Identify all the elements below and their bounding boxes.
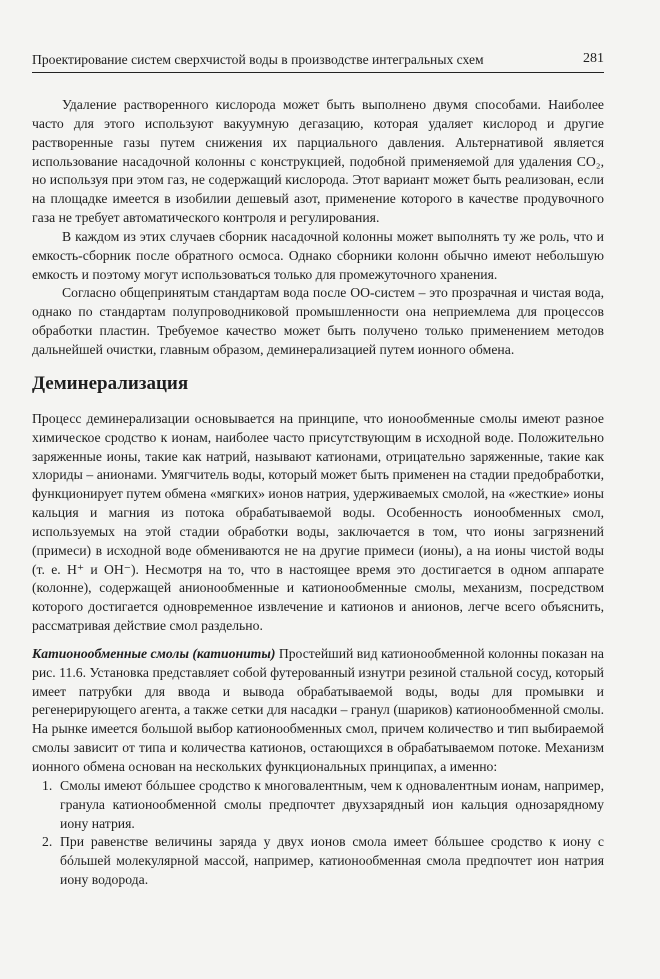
cation-resins-lead: Катионообменные смолы (катиониты) bbox=[32, 645, 276, 661]
list-item-text: Смолы имеют бóльшее сродство к многовалентным, чем к одновалентным ионам, например, гранула катионообменной смолы предпочтет двухзарядный ион кальция однозарядному иону натрия. bbox=[60, 777, 604, 831]
running-header bbox=[32, 50, 604, 73]
paragraph-deoxygenation: Удаление растворенного кислорода может быть выполнено двумя способами. Наиболее часто для этого используют вакуумную дегазацию, которая удаляет кислород и другие растворенные газы путем снижения их парциального давления. Альтернативой является использование насадочной колонны с конструкцией, подобной применяемой для удаления CO₂, но используя при этом газ, не содержащий кислорода. Этот вариант может быть реализован, если на площадке имеется в изобилии дешевый азот, применение которого в качестве продувочного газа не требует автоматического контроля и регулирования. bbox=[32, 97, 604, 226]
list-item bbox=[32, 777, 604, 834]
paragraph-cation-resins bbox=[32, 645, 604, 777]
list-item-number: 2. bbox=[42, 834, 53, 850]
principles-list bbox=[32, 777, 604, 890]
list-item-number: 1. bbox=[42, 777, 53, 793]
paragraph-demineralization: Процесс деминерализации основывается на принципе, что ионообменные смолы имеют разное химическое сродство к ионам, наиболее часто присутствующим в исходной воде. Положительно заряженные ионы, такие как натрий, называют катионами, отрицательно заряженные, такие как хлориды – анионами. Умягчитель воды, который может быть применен на стадии предобработки, функционирует путем обмена «мягких» ионов натрия, удерживаемых смолой, на «жесткие» ионы кальция и магния из потока обрабатываемой воды. Особенность ионообменных смол, используемых на этой стадии обработки воды, заключается в том, что ионы загрязнений (примеси) в исходной воде обмениваются не на другие примеси (ионы), а на ионы чистой воды (т. е. H⁺ и OH⁻). Несмотря на то, что в настоящее время это достигается в одном аппарате (колонне), содержащей анионообменные и катионообменные смолы, механизм, посредством которого достигается одновременное извлечение и катионов и анионов, легче всего объяснить, рассматривая действие смол раздельно. bbox=[32, 410, 604, 634]
list-item-text: При равенстве величины заряда у двух ионов смола имеет бóльшее сродство к иону с бóльшей молекулярной массой, например, катионообменная смола предпочтет ион натрия иону водорода. bbox=[60, 834, 604, 888]
paragraph-ro-water-quality: Согласно общепринятым стандартам вода после ОО-систем – это прозрачная и чистая вода, однако по стандартам полупроводниковой промышленности она неприемлема для процессов обработки пластин. Требуемое качество может быть получено только применением методов дальнейшей очистки, главным образом, деминерализацией путем ионного обмена. bbox=[32, 285, 604, 357]
running-title: Проектирование систем сверхчистой воды в производстве интегральных схем bbox=[32, 52, 484, 67]
cation-resins-text: Простейший вид катионообменной колонны показан на рис. 11.6. Установка представляет собой футерованный изнутри резиной стальной сосуд, который имеет патрубки для ввода и вывода обрабатываемой воды, воды для промывки и регенерирующего агента, а также сетки для насадки – гранул (шариков) катионообменной смолы. На рынке имеется большой выбор катионообменных смол, причем количество и тип выбираемой смолы зависит от типа и количества катионов, остающихся в обрабатываемом потоке. Механизм ионного обмена основан на нескольких функциональных принципах, а именно: bbox=[32, 645, 604, 774]
page-number: 281 bbox=[583, 51, 604, 66]
paragraph-collector: В каждом из этих случаев сборник насадочной колонны может выполнять ту же роль, что и емкость-сборник после обратного осмоса. Однако сборники колонн обычно имеют небольшую емкость и поэтому могут использоваться только для промежуточного хранения. bbox=[32, 228, 604, 282]
page-body bbox=[32, 96, 604, 890]
list-item bbox=[32, 833, 604, 890]
section-heading: Деминерализация bbox=[32, 372, 189, 394]
